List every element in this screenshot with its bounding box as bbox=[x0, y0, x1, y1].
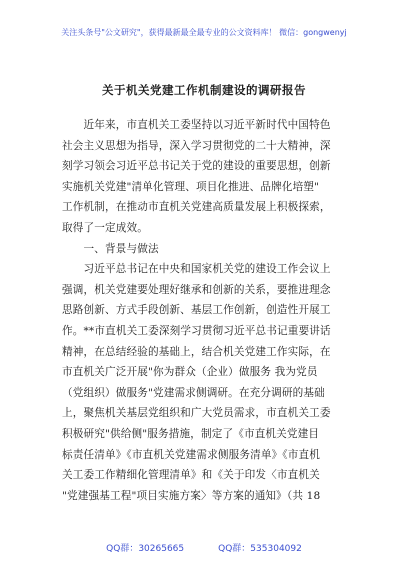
footer-note bbox=[0, 541, 408, 554]
document-title: 关于机关党建工作机制建设的调研报告 bbox=[102, 83, 306, 97]
paragraph-line: 工作机制，在推动市直机关党建高质量发展上积极探索， bbox=[62, 201, 331, 214]
header-note: 关注头条号"公文研究"，获得最新最全最专业的公文资料库！ 微信：gongwenyj bbox=[61, 28, 347, 37]
paragraph-line: 标责任清单》《市直机关党建需求侧服务清单》《市直机 bbox=[62, 448, 320, 461]
qq-group-1: QQ群：30265665 bbox=[106, 544, 185, 554]
paragraph-line: 实施机关党建"清单化管理、项目化推进、品牌化培塑" bbox=[62, 180, 320, 193]
paragraph-line: 作。**市直机关工委深刻学习贯彻习近平总书记重要讲话 bbox=[62, 324, 331, 337]
paragraph-line: 市直机关广泛开展"你为群众（企业）做服务 我为党员 bbox=[62, 366, 318, 379]
paragraph-line: "党建强基工程"项目实施方案〉等方案的通知》（共 18 bbox=[62, 489, 321, 502]
paragraph-line: 积极研究"供给侧"服务措施，制定了《市直机关党建目 bbox=[62, 427, 320, 440]
paragraph-line: 近年来，市直机关工委坚持以习近平新时代中国特色 bbox=[62, 119, 331, 131]
paragraph-line: 关工委工作精细化管理清单》和《关于印发〈市直机关 bbox=[62, 469, 320, 482]
paragraph-line: 社会主义思想为指导，深入学习贯彻党的二十大精神，深 bbox=[62, 139, 331, 152]
paragraph-line: 刻学习领会习近平总书记关于党的建设的重要思想，创新 bbox=[62, 160, 331, 173]
section-heading: 一、背景与做法 bbox=[62, 242, 159, 255]
paragraph-line: 强调，机关党建要处理好继承和创新的关系，要推进理念 bbox=[62, 283, 331, 296]
paragraph-line: 精神，在总结经验的基础上，结合机关党建工作实际，在 bbox=[62, 345, 331, 358]
qq-group-2: QQ群：535304092 bbox=[218, 544, 302, 554]
paragraph-line: 习近平总书记在中央和国家机关党的建设工作会议上 bbox=[62, 263, 331, 276]
paragraph-line: （党组织）做服务"党建需求侧调研。在充分调研的基础 bbox=[62, 386, 325, 399]
document-body bbox=[62, 115, 352, 506]
paragraph-line: 上，聚焦机关基层党组织和广大党员需求，市直机关工委 bbox=[62, 407, 331, 420]
paragraph-line: 思路创新、方式手段创新、基层工作创新，创造性开展工 bbox=[62, 304, 331, 317]
paragraph-line: 取得了一定成效。 bbox=[62, 221, 148, 234]
